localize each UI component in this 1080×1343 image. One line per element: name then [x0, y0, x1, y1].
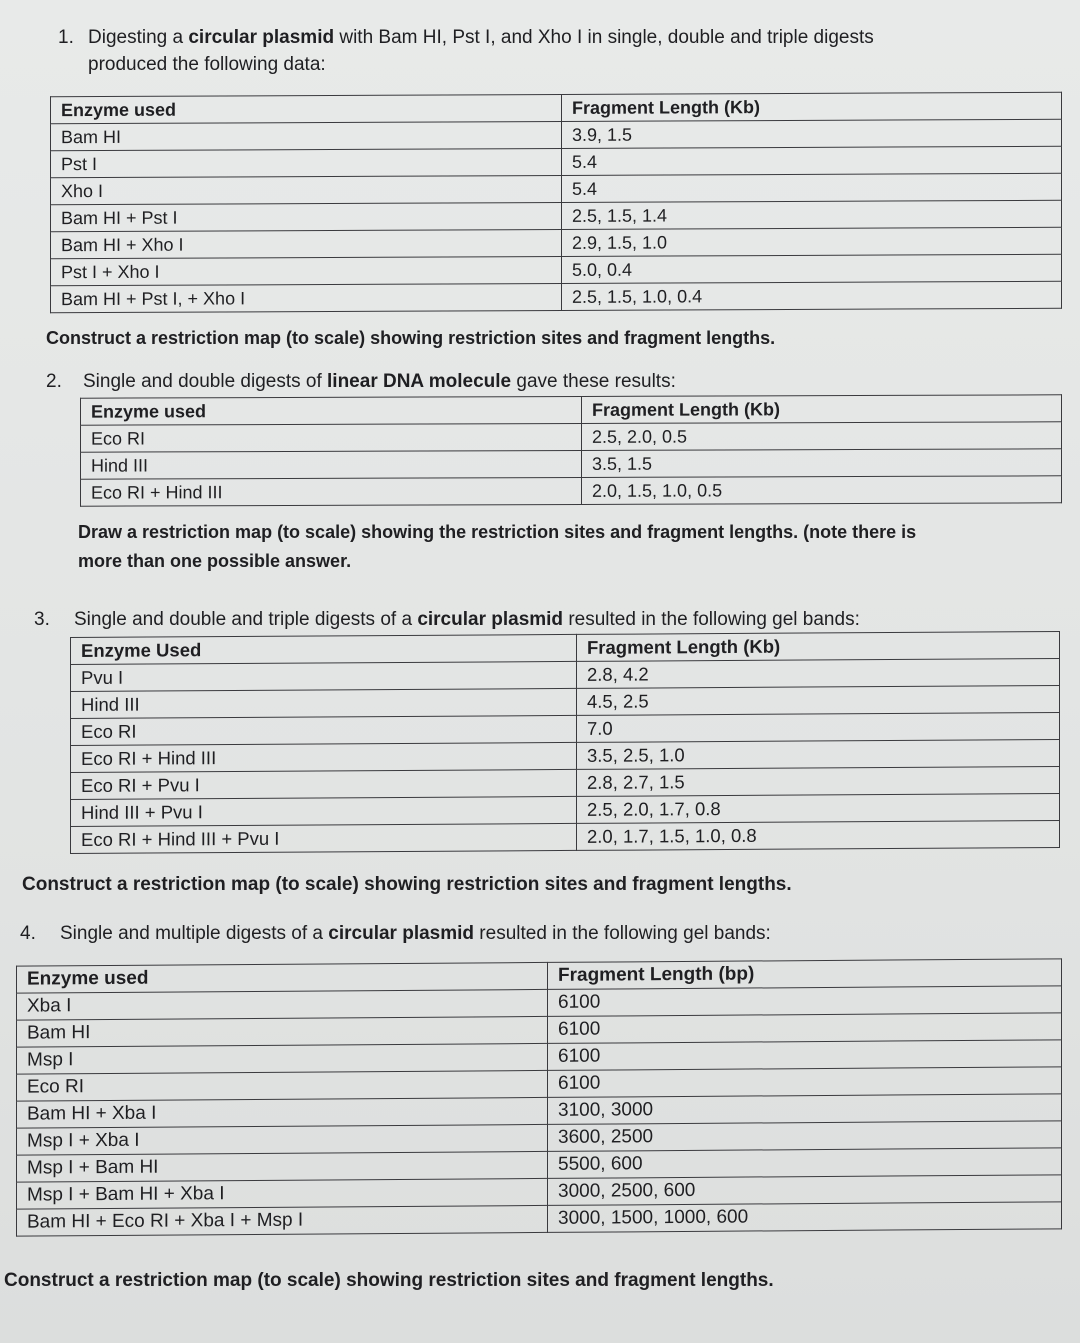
q4-text-a: Single and multiple digests of a — [60, 923, 329, 944]
enzyme-cell: Hind III — [81, 450, 582, 479]
q3-bold: circular plasmid — [417, 609, 564, 630]
fragment-cell: 6100 — [548, 1040, 1062, 1071]
table-row — [71, 820, 1060, 853]
enzyme-cell: Msp I + Bam HI — [17, 1151, 548, 1182]
q3-text-a: Single and double and triple digests of a — [74, 609, 418, 630]
fragment-cell: 2.0, 1.5, 1.0, 0.5 — [582, 476, 1062, 505]
fragment-cell: 3100, 3000 — [548, 1094, 1062, 1125]
q1-line2: produced the following data: — [88, 54, 326, 75]
enzyme-cell: Msp I + Xba I — [17, 1124, 548, 1155]
q2-instruction-line2: more than one possible answer. — [78, 551, 352, 571]
q3-text-b: resulted in the following gel bands: — [563, 609, 860, 630]
q1-text-a: Digesting a — [88, 27, 189, 48]
enzyme-cell: Hind III — [71, 688, 577, 718]
fragment-cell: 5500, 600 — [548, 1148, 1062, 1179]
enzyme-cell: Pst I + Xho I — [51, 256, 562, 285]
header-enzyme: Enzyme used — [81, 396, 582, 425]
enzyme-cell: Bam HI + Xho I — [51, 229, 562, 258]
q3-instruction: Construct a restriction map (to scale) showing restriction sites and fragment lengths. — [22, 874, 792, 895]
fragment-cell: 5.0, 0.4 — [562, 254, 1062, 283]
enzyme-cell: Eco RI + Hind III — [81, 477, 582, 506]
q4-table — [16, 958, 1062, 1236]
header-fragment: Fragment Length (bp) — [548, 959, 1062, 990]
q2-instruction — [78, 518, 1068, 576]
enzyme-cell: Pst I — [51, 148, 562, 177]
fragment-cell: 2.8, 4.2 — [577, 658, 1060, 688]
fragment-cell: 3600, 2500 — [548, 1121, 1062, 1152]
enzyme-cell: Eco RI + Pvu I — [71, 769, 577, 799]
q2-heading — [46, 368, 1046, 395]
enzyme-cell: Eco RI + Hind III — [71, 742, 577, 772]
enzyme-cell: Hind III + Pvu I — [71, 796, 577, 826]
header-fragment: Fragment Length (Kb) — [562, 92, 1062, 121]
fragment-cell: 5.4 — [562, 173, 1062, 202]
header-enzyme: Enzyme Used — [71, 634, 577, 664]
q1-text-b: with Bam HI, Pst I, and Xho I in single, double and triple digests — [334, 27, 874, 48]
fragment-cell: 6100 — [548, 1013, 1062, 1044]
enzyme-cell: Eco RI — [71, 715, 577, 745]
table-row — [51, 281, 1062, 312]
q3-number: 3. — [34, 609, 50, 630]
fragment-cell: 2.9, 1.5, 1.0 — [562, 227, 1062, 256]
fragment-cell: 2.5, 2.0, 1.7, 0.8 — [577, 793, 1060, 823]
table-row — [81, 422, 1062, 452]
fragment-cell: 3000, 1500, 1000, 600 — [548, 1202, 1062, 1233]
q1-bold: circular plasmid — [188, 27, 335, 48]
enzyme-cell: Eco RI + Hind III + Pvu I — [71, 823, 577, 853]
enzyme-cell: Bam HI + Pst I — [51, 202, 562, 231]
fragment-cell: 3.5, 1.5 — [582, 449, 1062, 478]
q2-bold: linear DNA molecule — [327, 371, 512, 392]
enzyme-cell: Bam HI + Pst I, + Xho I — [51, 283, 562, 312]
q4-instruction: Construct a restriction map (to scale) showing restriction sites and fragment lengths. — [4, 1270, 774, 1291]
table-header-row — [81, 395, 1062, 425]
enzyme-cell: Msp I — [17, 1043, 548, 1074]
q4-text-b: resulted in the following gel bands: — [474, 923, 771, 944]
enzyme-cell: Bam HI — [17, 1016, 548, 1047]
q2-text-b: gave these results: — [511, 371, 676, 392]
enzyme-cell: Bam HI — [51, 121, 562, 150]
q1-table — [50, 92, 1062, 313]
enzyme-cell: Eco RI — [81, 423, 582, 452]
fragment-cell: 5.4 — [562, 146, 1062, 175]
fragment-cell: 6100 — [548, 986, 1062, 1017]
enzyme-cell: Pvu I — [71, 661, 577, 691]
q2-number: 2. — [46, 371, 62, 392]
fragment-cell: 3.5, 2.5, 1.0 — [577, 739, 1060, 769]
q3-table — [70, 631, 1060, 854]
fragment-cell: 3000, 2500, 600 — [548, 1175, 1062, 1206]
q1-number: 1. — [58, 27, 74, 48]
header-enzyme: Enzyme used — [17, 962, 548, 993]
fragment-cell: 4.5, 2.5 — [577, 685, 1060, 715]
q2-table — [80, 394, 1062, 506]
enzyme-cell: Bam HI + Eco RI + Xba I + Msp I — [17, 1205, 548, 1236]
enzyme-cell: Eco RI — [17, 1070, 548, 1101]
q4-bold: circular plasmid — [328, 923, 475, 944]
fragment-cell: 6100 — [548, 1067, 1062, 1098]
enzyme-cell: Bam HI + Xba I — [17, 1097, 548, 1128]
q2-text-a: Single and double digests of — [83, 371, 328, 392]
q3-heading — [34, 606, 1054, 633]
fragment-cell: 7.0 — [577, 712, 1060, 742]
table-row — [81, 449, 1062, 479]
enzyme-cell: Xba I — [17, 989, 548, 1020]
header-fragment: Fragment Length (Kb) — [577, 631, 1060, 661]
fragment-cell: 3.9, 1.5 — [562, 119, 1062, 148]
fragment-cell: 2.5, 1.5, 1.4 — [562, 200, 1062, 229]
enzyme-cell: Xho I — [51, 175, 562, 204]
q1-instruction: Construct a restriction map (to scale) showing restriction sites and fragment lengths. — [46, 328, 776, 348]
fragment-cell: 2.5, 2.0, 0.5 — [582, 422, 1062, 451]
q2-instruction-line1: Draw a restriction map (to scale) showing the restriction sites and fragment lengths. (note there is — [78, 522, 917, 542]
q4-number: 4. — [20, 923, 36, 944]
q1-heading — [58, 24, 1048, 78]
header-fragment: Fragment Length (Kb) — [582, 395, 1062, 424]
table-row — [81, 476, 1062, 506]
fragment-cell: 2.5, 1.5, 1.0, 0.4 — [562, 281, 1062, 310]
fragment-cell: 2.0, 1.7, 1.5, 1.0, 0.8 — [577, 820, 1060, 850]
header-enzyme: Enzyme used — [51, 94, 562, 123]
fragment-cell: 2.8, 2.7, 1.5 — [577, 766, 1060, 796]
q4-heading — [20, 920, 1060, 947]
enzyme-cell: Msp I + Bam HI + Xba I — [17, 1178, 548, 1209]
